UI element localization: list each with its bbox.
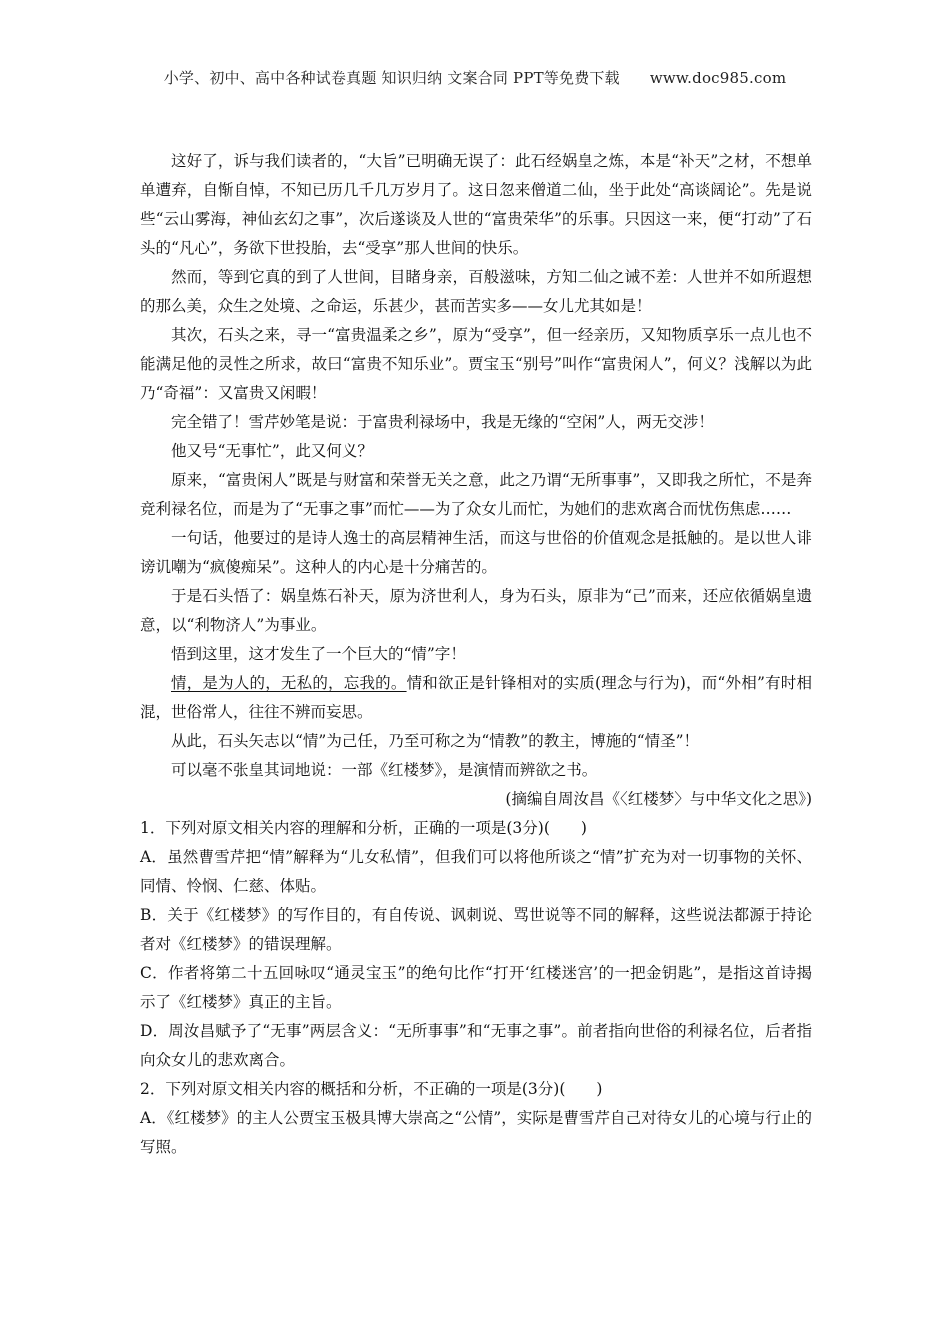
paragraph: 悟到这里，这才发生了一个巨大的“情”字！ bbox=[171, 645, 466, 663]
paragraph: 从此，石头矢志以“情”为己任，乃至可称之为“情教”的教主，博施的“情圣”！ bbox=[171, 732, 700, 750]
question-stem: 1．下列对原文相关内容的理解和分析，正确的一项是(3分)( ) bbox=[140, 819, 587, 837]
paragraph: 一句话，他要过的是诗人逸士的高层精神生活，而这与世俗的价值观念是抵触的。是以世人诽谤讥嘲为“疯傻痴呆”。这种人的内心是十分痛苦的。 bbox=[140, 529, 812, 576]
question-option: A．虽然曹雪芹把“情”解释为“儿女私情”，但我们可以将他所谈之“情”扩充为对一切事物的关怀、同情、怜悯、仁慈、体贴。 bbox=[140, 848, 812, 895]
paragraph: 完全错了！雪芹妙笔是说：于富贵利禄场中，我是无缘的“空闲”人，两无交涉！ bbox=[171, 413, 714, 431]
header-url[interactable]: www.doc985.com bbox=[649, 69, 787, 87]
paragraph: 可以毫不张皇其词地说：一部《红楼梦》，是演情而辨欲之书。 bbox=[171, 761, 598, 779]
question-option: A．《红楼梦》的主人公贾宝玉极具博大崇高之“公情”，实际是曹雪芹自己对待女儿的心境与行止的写照。 bbox=[140, 1109, 812, 1156]
paragraph: 于是石头悟了：娲皇炼石补天，原为济世利人，身为石头，原非为“己”而来，还应依循娲皇遗意，以“利物济人”为事业。 bbox=[140, 587, 812, 634]
question-option: B．关于《红楼梦》的写作目的，有自传说、讽刺说、骂世说等不同的解释，这些说法都源于持论者对《红楼梦》的错误理解。 bbox=[140, 906, 812, 953]
paragraph: 这好了，诉与我们读者的，“大旨”已明确无误了：此石经娲皇之炼，本是“补天”之材，不想单单遭弃，自惭自悼，不知已历几千几万岁月了。这日忽来僧道二仙，坐于此处“高谈阔论”。先是说些“云山雾海，神仙玄幻之事”，次后遂谈及人世的“富贵荣华”的乐事。只因这一来，便“打动”了石头的“凡心”，务欲下世投胎，去“受享”那人世间的快乐。 bbox=[140, 152, 812, 257]
question-option: D．周汝昌赋予了“无事”两层含义：“无所事事”和“无事之事”。前者指向世俗的利禄名位，后者指向众女儿的悲欢离合。 bbox=[140, 1022, 812, 1069]
paragraph: 他又号“无事忙”，此又何义？ bbox=[171, 442, 373, 460]
paragraph: 然而，等到它真的到了人世间，目睹身亲，百般滋味，方知二仙之诫不差：人世并不如所遐想的那么美，众生之处境、之命运，乐甚少，甚而苦实多——女儿尤其如是！ bbox=[140, 268, 812, 315]
paragraph-underlined bbox=[140, 669, 812, 727]
article-body bbox=[140, 147, 812, 1162]
question-stem: 2．下列对原文相关内容的概括和分析，不正确的一项是(3分)( ) bbox=[140, 1080, 603, 1098]
paragraph: 其次，石头之来，寻一“富贵温柔之乡”，原为“受享”，但一经亲历，又知物质享乐一点儿也不能满足他的灵性之所求，故曰“富贵不知乐业”。贾宝玉“别号”叫作“富贵闲人”，何义？浅解以为此乃“奇福”：又富贵又闲暇！ bbox=[140, 326, 812, 402]
header-text: 小学、初中、高中各种试卷真题 知识归纳 文案合同 PPT等免费下载 bbox=[163, 69, 620, 87]
question-option: C．作者将第二十五回咏叹“通灵宝玉”的绝句比作“打开‘红楼迷宫’的一把金钥匙”，是指这首诗揭示了《红楼梦》真正的主旨。 bbox=[140, 964, 812, 1011]
page-header bbox=[0, 67, 950, 88]
paragraph: 原来，“富贵闲人”既是与财富和荣誉无关之意，此之乃谓“无所事事”，又即我之所忙，不是奔竞利禄名位，而是为了“无事之事”而忙——为了众女儿而忙，为她们的悲欢离合而忧伤焦虑…… bbox=[140, 471, 812, 518]
underlined-sentence: 情，是为人的，无私的，忘我的。 bbox=[171, 674, 407, 692]
paragraph-continuation: 情和欲正是针锋相对的实质(理念与行为)，而“外相”有时相混，世俗常人，往往不辨而妄思。 bbox=[140, 674, 812, 721]
source-citation: (摘编自周汝昌《〈红楼梦〉与中华文化之思》) bbox=[505, 790, 812, 808]
